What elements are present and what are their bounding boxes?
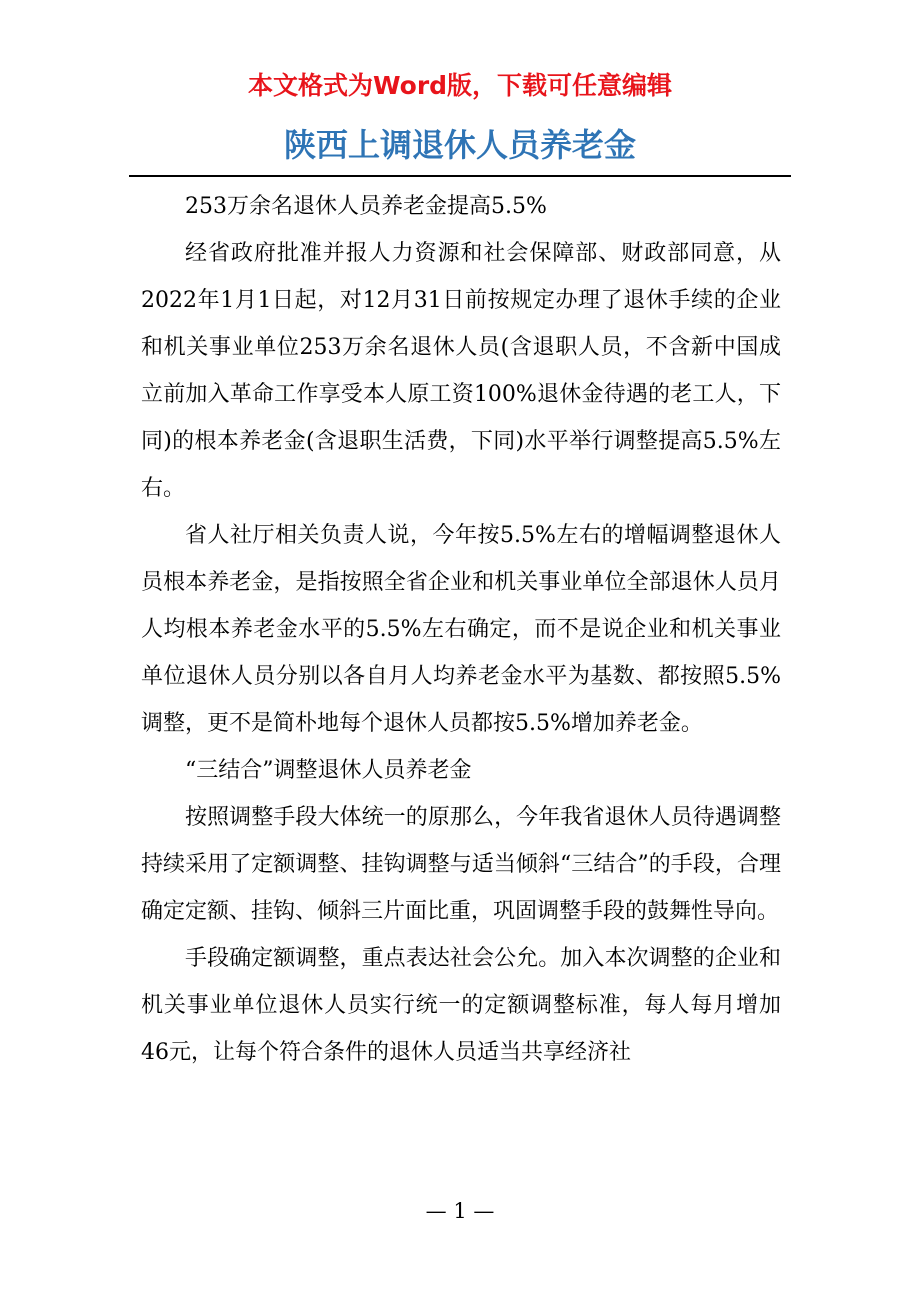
paragraph-approval: 经省政府批准并报人力资源和社会保障部、财政部同意，从2022年1月1日起，对12月31日前按规定办理了退休手续的企业和机关事业单位253万余名退休人员(含退职人员，不含新中国成立前加入革命工作享受本人原工资100%退休金待遇的老工人，下同)的根本养老金(含退职生活费，下同)水平举行调整提高5.5%左右。	[141, 241, 781, 501]
paragraph-explanation: 省人社厅相关负责人说，今年按5.5%左右的增幅调整退休人员根本养老金，是指按照全省企业和机关事业单位全部退休人员月人均根本养老金水平的5.5%左右确定，而不是说企业和机关事业单位退休人员分别以各自月人均养老金水平为基数、都按照5.5%调整，更不是简朴地每个退休人员都按5.5%增加养老金。	[141, 523, 781, 736]
title-divider	[129, 175, 791, 177]
subheading-three-combination: “三结合”调整退休人员养老金	[185, 758, 472, 783]
paragraph-method: 按照调整手段大体统一的原那么，今年我省退休人员待遇调整持续采用了定额调整、挂钩调整与适当倾斜“三结合”的手段，合理确定定额、挂钩、倾斜三片面比重，巩固调整手段的鼓舞性导向。	[141, 805, 781, 924]
subheading-increase: 253万余名退休人员养老金提高5.5%	[185, 194, 547, 219]
format-notice: 本文格式为Word版，下载可任意编辑	[247, 71, 673, 100]
document-body	[141, 183, 781, 1076]
paragraph-fixed-adjustment: 手段确定额调整，重点表达社会公允。加入本次调整的企业和机关事业单位退休人员实行统一的定额调整标准，每人每月增加46元，让每个符合条件的退休人员适当共享经济社	[141, 946, 781, 1065]
document-title: 陕西上调退休人员养老金	[283, 126, 636, 164]
page-number: — 1 —	[425, 1199, 495, 1223]
